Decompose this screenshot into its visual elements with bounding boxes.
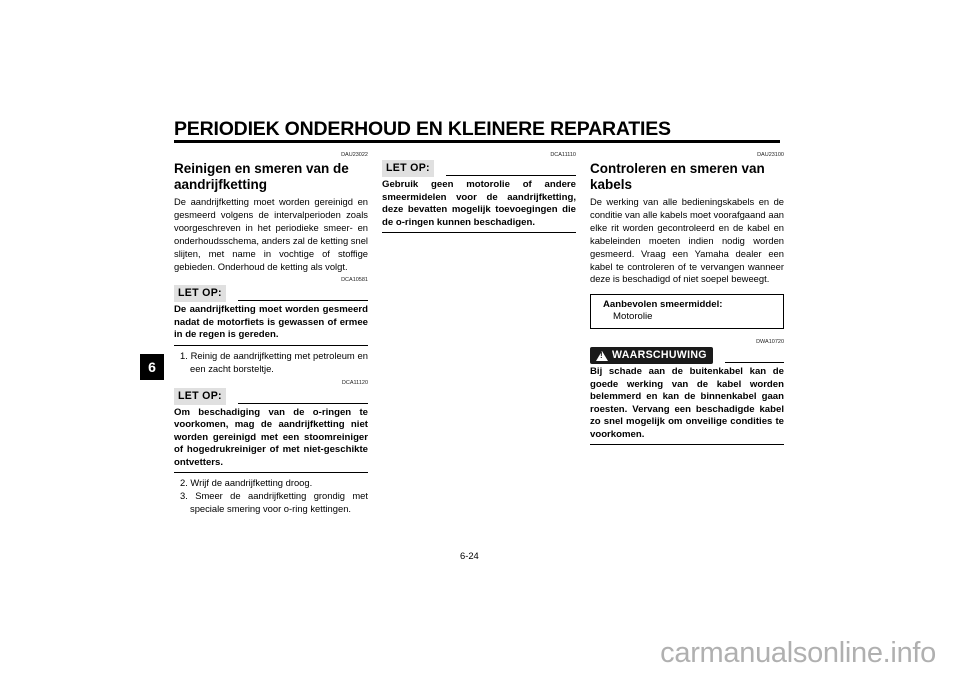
- note-code: DWA10720: [756, 339, 784, 346]
- section-heading: Controleren en smeren van kabels: [590, 161, 765, 192]
- caution-note-1: [174, 277, 368, 346]
- note-rule: [238, 300, 368, 301]
- section-intro: De werking van alle bedieningskabels en de conditie van alle kabels moet voorafgaand aan elke rit worden gecontroleerd en de kabel en kabeleinden moeten indien nodig worden gesmeerd. Vraag een Yamaha dealer een kabel te controleren of te vervangen wanneer deze is beschadigd of niet soepel beweegt.: [590, 196, 784, 285]
- section-heading: Reinigen en smeren van de aandrijfketting: [174, 161, 349, 192]
- note-code: DCA11110: [550, 152, 576, 158]
- step-1: 1. Reinig de aandrijfketting met petroleum en een zacht borsteltje.: [180, 349, 368, 374]
- note-text: De aandrijfketting moet worden gesmeerd nadat de motorfiets is gewassen of ermee in de regen is gereden.: [174, 304, 368, 346]
- recommended-lubricant-box: [590, 294, 784, 329]
- column-2: [382, 152, 576, 233]
- section-code: DAU23022: [341, 152, 368, 158]
- note-rule: [725, 362, 784, 363]
- page-number: 6-24: [460, 550, 479, 561]
- caution-note-2: [174, 380, 368, 474]
- column-3: [590, 152, 784, 445]
- lubricant-label: Aanbevolen smeermiddel:: [603, 299, 723, 311]
- warning-label: [590, 347, 713, 364]
- step-2: 2. Wrijf de aandrijfketting droog.: [180, 477, 313, 489]
- section-code: DAU23100: [757, 152, 784, 158]
- chapter-tab: 6: [140, 354, 164, 380]
- warning-note: [590, 339, 784, 445]
- warning-label-text: WAARSCHUWING: [612, 349, 707, 362]
- note-label: LET OP:: [382, 160, 434, 177]
- watermark: carmanualsonline.info: [660, 637, 936, 669]
- warning-icon: [596, 351, 608, 361]
- step-3: 3. Smeer de aandrijfketting grondig met speciale smering voor o-ring kettingen.: [180, 490, 368, 515]
- section-intro: De aandrijfketting moet worden gereinigd en gesmeerd volgens de intervalperioden zoals voorgeschreven in het periodieke smeer- en onderhoudsschema, anders zal de ketting snel slijten, met name in vochtige of stoffige gebieden. Onderhoud de ketting als volgt.: [174, 196, 368, 272]
- note-rule: [446, 175, 576, 176]
- note-label: LET OP:: [174, 388, 226, 405]
- note-text: Om beschadiging van de o-ringen te voorkomen, mag de aandrijfketting niet worden gereinigd met een stoomreiniger of hogedrukreiniger of met niet-geschikte ontvetters.: [174, 407, 368, 474]
- note-rule: [238, 403, 368, 404]
- note-label: LET OP:: [174, 285, 226, 302]
- column-1: [174, 152, 368, 516]
- note-code: DCA10581: [341, 277, 368, 284]
- title-rule: [174, 140, 780, 143]
- note-code: DCA11120: [341, 379, 368, 386]
- page-title: PERIODIEK ONDERHOUD EN KLEINERE REPARATIES: [174, 118, 671, 140]
- note-text: Gebruik geen motorolie of andere smeermidelen voor de aandrijfketting, deze bevatten mogelijk toevoegingen die de o-ringen kunnen beschadigen.: [382, 179, 576, 233]
- caution-note-3: [382, 152, 576, 233]
- lubricant-value: Motorolie: [613, 311, 653, 323]
- note-text: Bij schade aan de buitenkabel kan de goede werking van de kabel worden belemmerd en kan de binnenkabel gaan roesten. Vervang een beschadigde kabel zo snel mogelijk om onveilige condities te voorkomen.: [590, 366, 784, 445]
